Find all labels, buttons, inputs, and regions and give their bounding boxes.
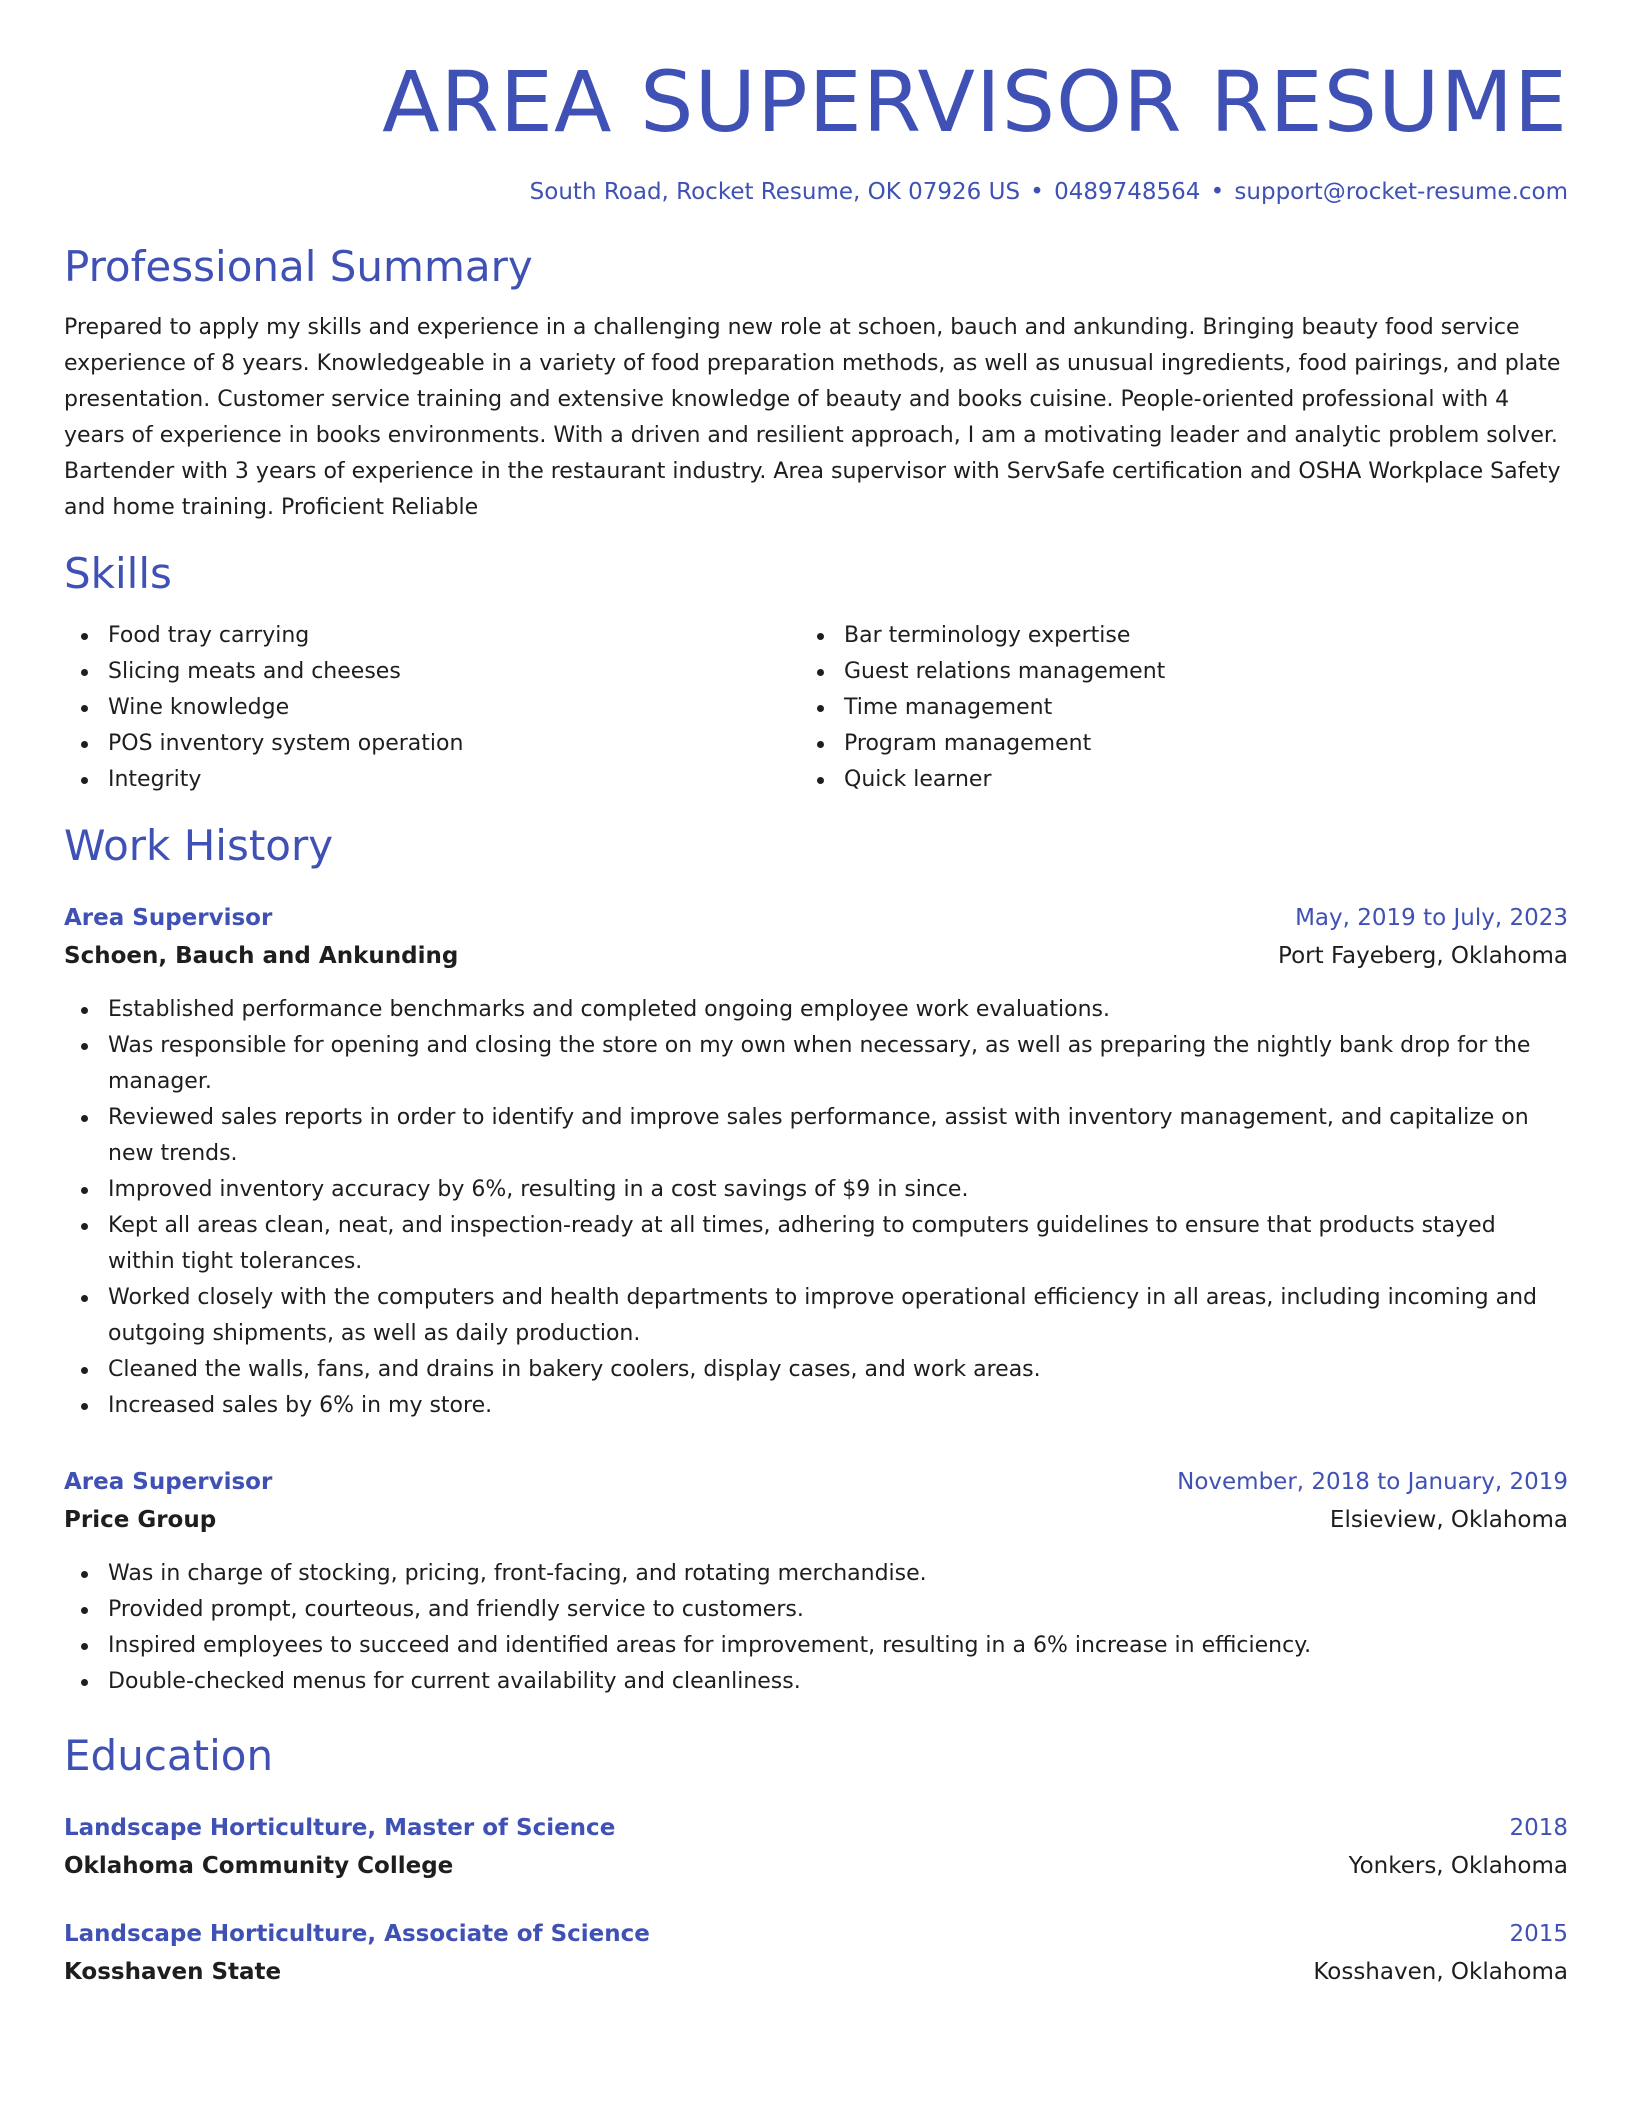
job-title: Area Supervisor [64,1469,273,1495]
contact-separator: • [1030,179,1044,205]
education-degree: Landscape Horticulture, Associate of Science [64,1921,650,1947]
job-bullet: Was in charge of stocking, pricing, front-facing, and rotating merchandise. [64,1556,1568,1592]
education-entry [64,1810,1568,1886]
skill-item: POS inventory system operation [64,726,800,762]
education-subheader [64,1846,1568,1886]
education-school: Oklahoma Community College [64,1853,454,1879]
job-bullet: Worked closely with the computers and health departments to improve operational efficiency in all areas, including incoming and outgoing shipments, as well as daily production. [64,1280,1568,1352]
education-location: Kosshaven, Oklahoma [1313,1959,1568,1985]
job-location: Elsieview, Oklahoma [1329,1507,1568,1533]
summary-text: Prepared to apply my skills and experience in a challenging new role at schoen, bauch and ankunding. Bringing beauty food service experience of 8 years. Knowledgeable in a variety of food preparation methods, as well as unusual ingredients, food pairings, and plate presentation. Customer service training and extensive knowledge of beauty and books cuisine. People-oriented professional with 4 years of experience in books environments. With a driven and resilient approach, I am a motivating leader and analytic problem solver. Bartender with 3 years of experience in the restaurant industry. Area supervisor with ServSafe certification and OSHA Workplace Safety and home training. Proficient Reliable [64,315,1561,520]
job-bullet: Inspired employees to succeed and identified areas for improvement, resulting in a 6% increase in efficiency. [64,1628,1568,1664]
skill-item: Slicing meats and cheeses [64,654,800,690]
job-bullets [64,992,1568,1424]
skills-list-left [64,618,800,798]
education-year: 2018 [1509,1815,1568,1841]
summary-heading: Professional Summary [64,242,533,291]
job-subheader [64,1500,1568,1540]
job-bullet: Increased sales by 6% in my store. [64,1388,1568,1424]
skill-item: Integrity [64,762,800,798]
contact-line [64,177,1568,207]
job-dates: November, 2018 to January, 2019 [1177,1469,1568,1495]
contact-email: support@rocket-resume.com [1234,179,1568,205]
job-bullet: Kept all areas clean, neat, and inspection-ready at all times, adhering to computers guidelines to ensure that products stayed within tight tolerances. [64,1208,1568,1280]
skill-item: Time management [800,690,1568,726]
education-year: 2015 [1509,1921,1568,1947]
skills-list-right [800,618,1568,798]
education-heading: Education [64,1731,274,1780]
skills-grid [64,618,1568,798]
work-history-heading: Work History [64,821,334,870]
education-header [64,1810,1568,1846]
job-company: Schoen, Bauch and Ankunding [64,943,459,969]
job-company: Price Group [64,1507,217,1533]
job-bullet: Reviewed sales reports in order to identify and improve sales performance, assist with inventory management, and capitalize on new trends. [64,1100,1568,1172]
job-bullet: Improved inventory accuracy by 6%, resulting in a cost savings of $9 in since. [64,1172,1568,1208]
education-school: Kosshaven State [64,1959,282,1985]
skill-item: Bar terminology expertise [800,618,1568,654]
resume-title: AREA SUPERVISOR RESUME [382,53,1568,151]
job-bullet: Double-checked menus for current availability and cleanliness. [64,1664,1568,1700]
skill-item: Guest relations management [800,654,1568,690]
job-subheader [64,936,1568,976]
contact-address: South Road, Rocket Resume, OK 07926 US [529,179,1021,205]
job-header [64,1464,1568,1500]
skill-item: Wine knowledge [64,690,800,726]
contact-separator: • [1210,179,1225,205]
education-location: Yonkers, Oklahoma [1348,1853,1568,1879]
education-header [64,1916,1568,1952]
job-entry [64,1464,1568,1700]
job-bullets [64,1556,1568,1700]
skill-item: Food tray carrying [64,618,800,654]
skills-heading: Skills [64,549,172,598]
skill-item: Program management [800,726,1568,762]
education-entry [64,1916,1568,1992]
job-bullet: Was responsible for opening and closing the store on my own when necessary, as well as preparing the nightly bank drop for the manager. [64,1028,1568,1100]
job-location: Port Fayeberg, Oklahoma [1278,943,1568,969]
job-title: Area Supervisor [64,905,273,931]
job-bullet: Established performance benchmarks and completed ongoing employee work evaluations. [64,992,1568,1028]
job-bullet: Provided prompt, courteous, and friendly service to customers. [64,1592,1568,1628]
education-subheader [64,1952,1568,1992]
job-dates: May, 2019 to July, 2023 [1295,905,1568,931]
job-bullet: Cleaned the walls, fans, and drains in bakery coolers, display cases, and work areas. [64,1352,1568,1388]
skill-item: Quick learner [800,762,1568,798]
education-degree: Landscape Horticulture, Master of Science [64,1815,616,1841]
job-header [64,900,1568,936]
contact-phone: 0489748564 [1054,179,1201,205]
job-entry [64,900,1568,1424]
